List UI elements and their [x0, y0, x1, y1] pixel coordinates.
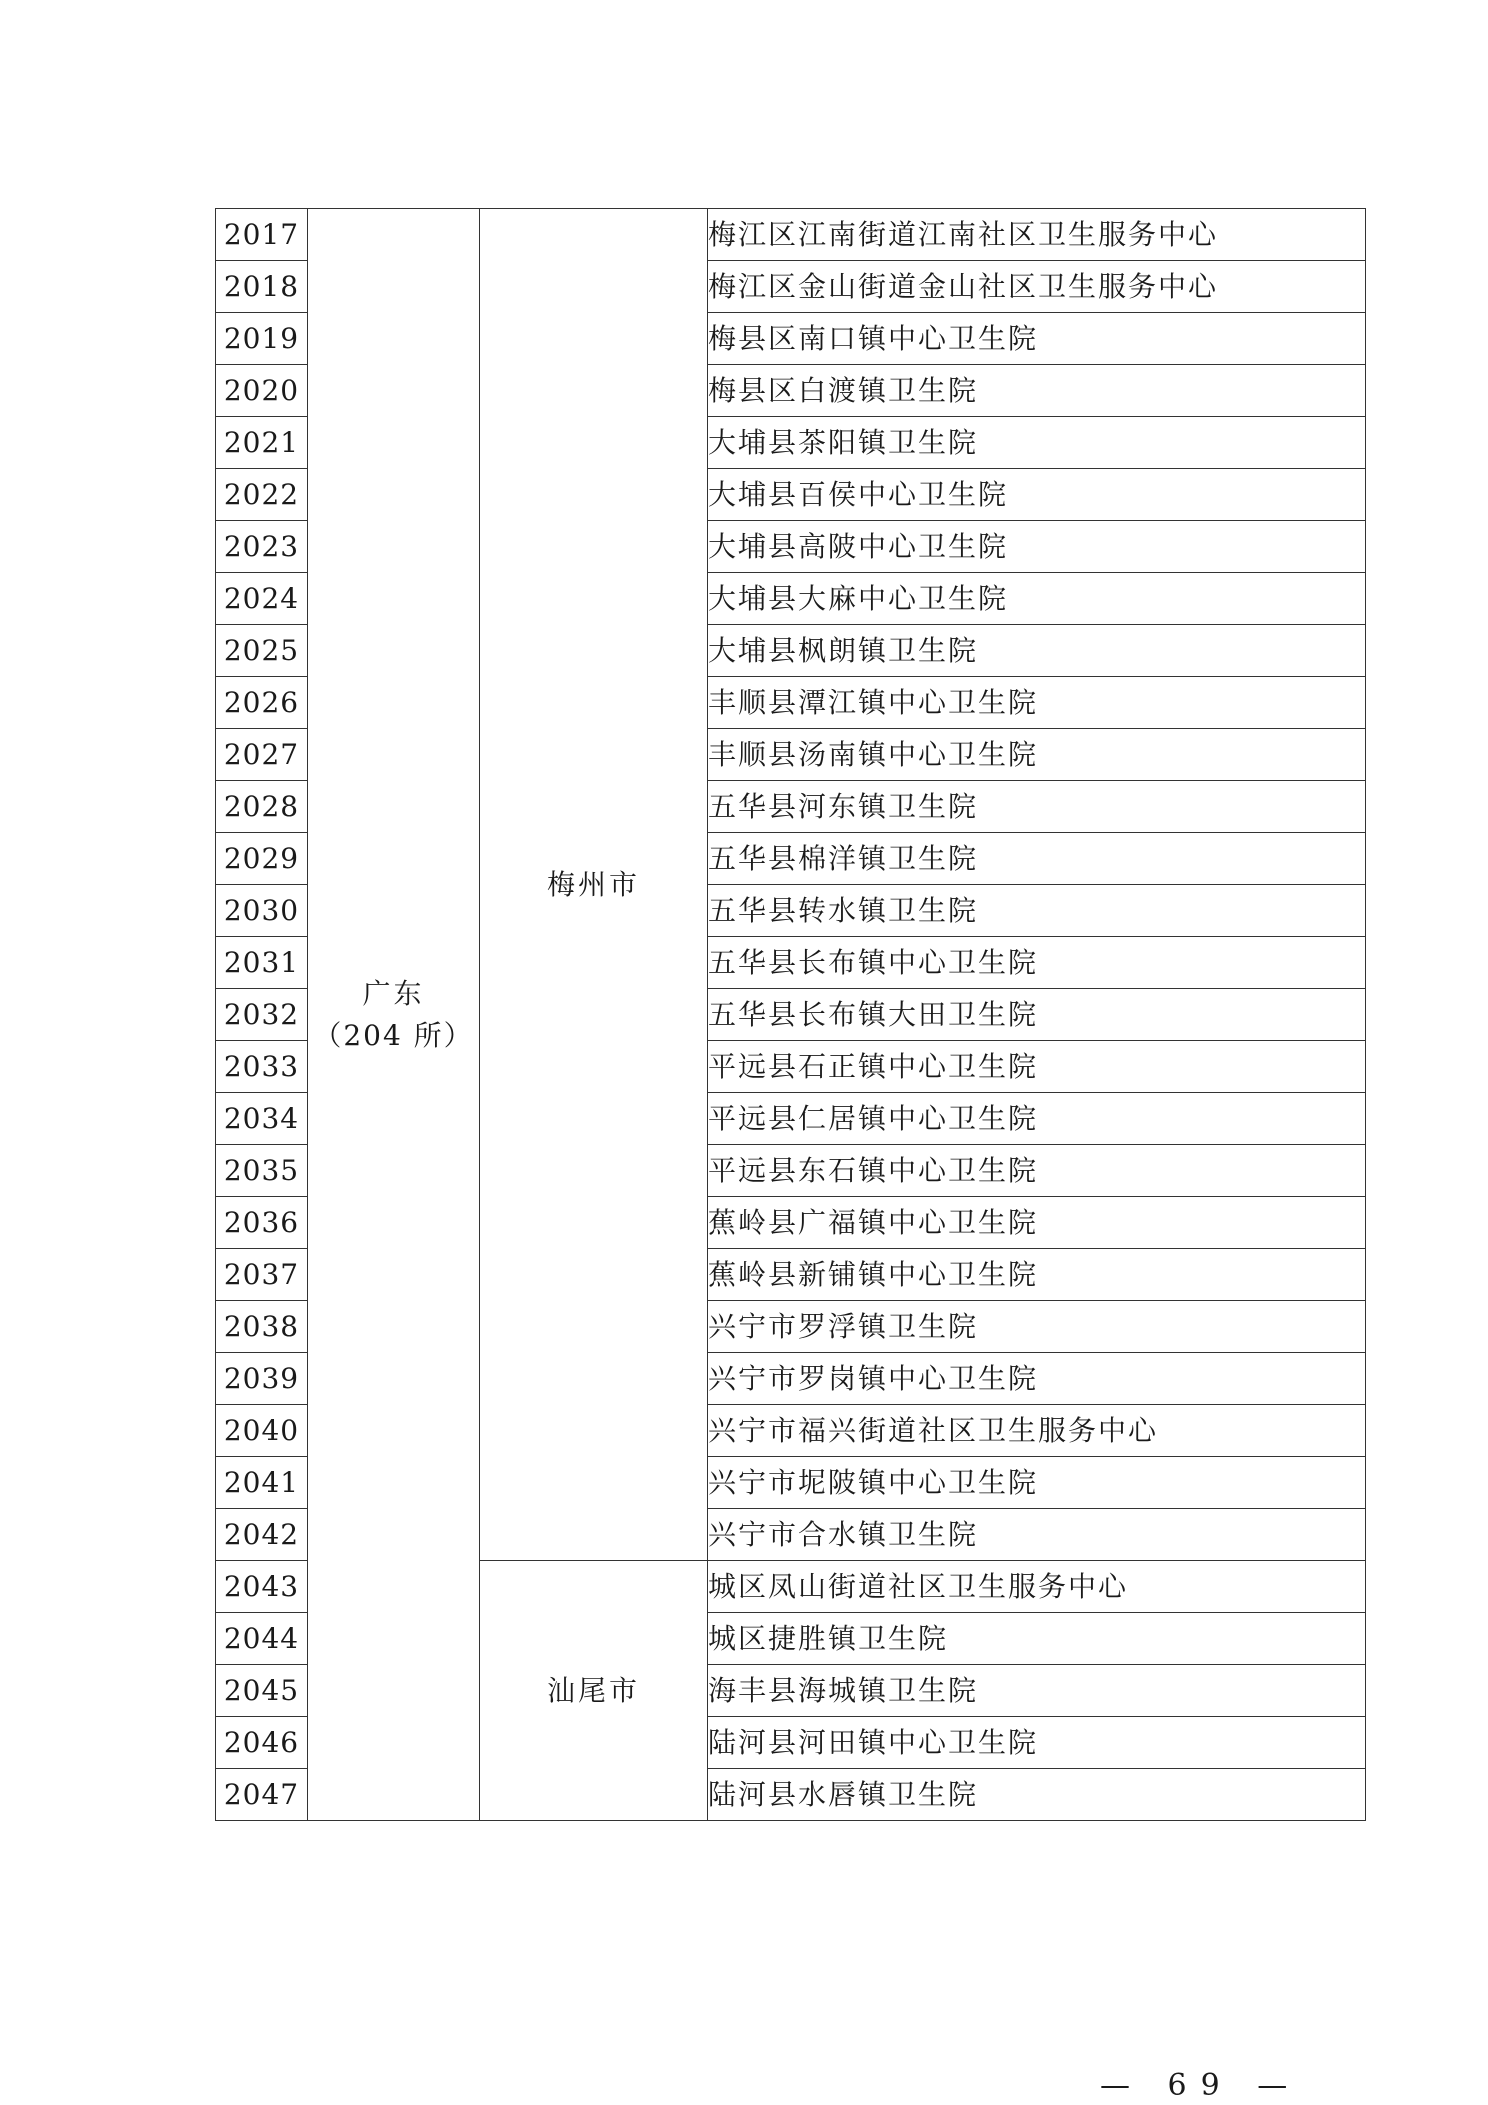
row-number: 2029 — [216, 833, 308, 885]
facility-name: 梅江区金山街道金山社区卫生服务中心 — [708, 261, 1366, 313]
facility-name: 蕉岭县广福镇中心卫生院 — [708, 1197, 1366, 1249]
facility-name: 梅县区白渡镇卫生院 — [708, 365, 1366, 417]
facility-name: 城区凤山街道社区卫生服务中心 — [708, 1561, 1366, 1613]
facility-name: 大埔县茶阳镇卫生院 — [708, 417, 1366, 469]
facility-name: 丰顺县汤南镇中心卫生院 — [708, 729, 1366, 781]
facility-name: 五华县河东镇卫生院 — [708, 781, 1366, 833]
row-number: 2045 — [216, 1665, 308, 1717]
facility-name: 兴宁市合水镇卫生院 — [708, 1509, 1366, 1561]
page-number: — 69 — — [1100, 2068, 1302, 2103]
facility-name: 大埔县高陂中心卫生院 — [708, 521, 1366, 573]
row-number: 2046 — [216, 1717, 308, 1769]
facility-name: 平远县东石镇中心卫生院 — [708, 1145, 1366, 1197]
facility-name: 陆河县水唇镇卫生院 — [708, 1769, 1366, 1821]
row-number: 2040 — [216, 1405, 308, 1457]
row-number: 2037 — [216, 1249, 308, 1301]
row-number: 2028 — [216, 781, 308, 833]
row-number: 2026 — [216, 677, 308, 729]
row-number: 2043 — [216, 1561, 308, 1613]
facility-name: 梅江区江南街道江南社区卫生服务中心 — [708, 209, 1366, 261]
row-number: 2018 — [216, 261, 308, 313]
row-number: 2033 — [216, 1041, 308, 1093]
row-number: 2031 — [216, 937, 308, 989]
facility-table — [215, 208, 1366, 1821]
province-cell — [308, 209, 480, 1821]
row-number: 2047 — [216, 1769, 308, 1821]
facility-name: 平远县石正镇中心卫生院 — [708, 1041, 1366, 1093]
table-row — [216, 209, 1366, 261]
row-number: 2039 — [216, 1353, 308, 1405]
facility-name: 梅县区南口镇中心卫生院 — [708, 313, 1366, 365]
city-cell: 汕尾市 — [480, 1561, 708, 1821]
facility-name: 兴宁市罗岗镇中心卫生院 — [708, 1353, 1366, 1405]
row-number: 2021 — [216, 417, 308, 469]
facility-name: 丰顺县潭江镇中心卫生院 — [708, 677, 1366, 729]
row-number: 2042 — [216, 1509, 308, 1561]
facility-name: 大埔县百侯中心卫生院 — [708, 469, 1366, 521]
province-count: （204 所） — [313, 1018, 474, 1052]
row-number: 2025 — [216, 625, 308, 677]
row-number: 2036 — [216, 1197, 308, 1249]
row-number: 2034 — [216, 1093, 308, 1145]
row-number: 2022 — [216, 469, 308, 521]
row-number: 2035 — [216, 1145, 308, 1197]
facility-name: 五华县转水镇卫生院 — [708, 885, 1366, 937]
province-name: 广东 — [362, 976, 425, 1010]
facility-name: 兴宁市罗浮镇卫生院 — [708, 1301, 1366, 1353]
row-number: 2030 — [216, 885, 308, 937]
facility-name: 海丰县海城镇卫生院 — [708, 1665, 1366, 1717]
facility-name: 兴宁市福兴街道社区卫生服务中心 — [708, 1405, 1366, 1457]
facility-name: 陆河县河田镇中心卫生院 — [708, 1717, 1366, 1769]
row-number: 2038 — [216, 1301, 308, 1353]
city-cell: 梅州市 — [480, 209, 708, 1561]
row-number: 2027 — [216, 729, 308, 781]
row-number: 2017 — [216, 209, 308, 261]
row-number: 2019 — [216, 313, 308, 365]
facility-name: 城区捷胜镇卫生院 — [708, 1613, 1366, 1665]
facility-name: 五华县长布镇大田卫生院 — [708, 989, 1366, 1041]
facility-name: 兴宁市坭陂镇中心卫生院 — [708, 1457, 1366, 1509]
row-number: 2032 — [216, 989, 308, 1041]
facility-name: 蕉岭县新铺镇中心卫生院 — [708, 1249, 1366, 1301]
row-number: 2024 — [216, 573, 308, 625]
row-number: 2044 — [216, 1613, 308, 1665]
facility-name: 五华县棉洋镇卫生院 — [708, 833, 1366, 885]
facility-name: 五华县长布镇中心卫生院 — [708, 937, 1366, 989]
row-number: 2020 — [216, 365, 308, 417]
facility-name: 大埔县枫朗镇卫生院 — [708, 625, 1366, 677]
row-number: 2041 — [216, 1457, 308, 1509]
facility-name: 大埔县大麻中心卫生院 — [708, 573, 1366, 625]
facility-name: 平远县仁居镇中心卫生院 — [708, 1093, 1366, 1145]
row-number: 2023 — [216, 521, 308, 573]
